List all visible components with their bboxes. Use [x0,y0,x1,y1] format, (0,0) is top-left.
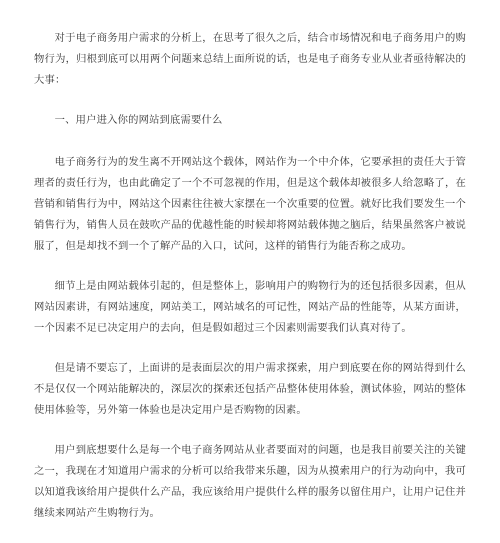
body-paragraph-conclusion: 用户到底想要什么是每一个电子商务网站从业者要面对的问题，也是我目前要关注的关键之一，我现在才知道用户需求的分析可以给我带来乐趣，因为从摸索用户的行为动向中，我可以知道我该给用户提供什么产品，我应该给用户提供什么样的服务以留住用户，让用户记住并继续来网站产生购物行为。 [34,444,466,519]
article-body [34,28,466,543]
intro-paragraph: 对于电子商务用户需求的分析上，在思考了很久之后，结合市场情况和电子商务用户的购物行为，归根到底可以用两个问题来总结上面所说的话，也是电子商务专业从业者亟待解决的大事： [34,32,466,86]
body-paragraph-deep-needs: 但是请不要忘了，上面讲的是表面层次的用户需求探索，用户到底要在你的网站得到什么不是仅仅一个网站能解决的，深层次的探索还包括产品整体使用体验，测试体验，网站的整体使用体验等，另外第一体验也是决定用户是否购物的因素。 [34,362,466,416]
body-paragraph-carrier: 电子商务行为的发生离不开网站这个载体，网站作为一个中介体，它要承担的责任大于管理者的责任行为，也由此确定了一个不可忽视的作用，但是这个载体却被很多人给忽略了，在营销和销售行为中，网站这个因素往往被大家摆在一个次重要的位置。就好比我们要发生一个销售行为，销售人员在鼓吹产品的优越性能的时候却将网站载体抛之脑后，结果虽然客户被说服了，但是却找不到一个了解产品的入口，试问，这样的销售行为能否称之成功。 [34,156,466,252]
body-paragraph-details: 细节上是由网站载体引起的，但是整体上，影响用户的购物行为的还包括很多因素，但从网站因素讲，有网站速度，网站美工，网站域名的可记性，网站产品的性能等，从某方面讲，一个因素不足已决定用户的去向，但是假如超过三个因素则需要我们认真对待了。 [34,280,466,334]
section-heading: 一、用户进入你的网站到底需要什么 [54,114,223,126]
